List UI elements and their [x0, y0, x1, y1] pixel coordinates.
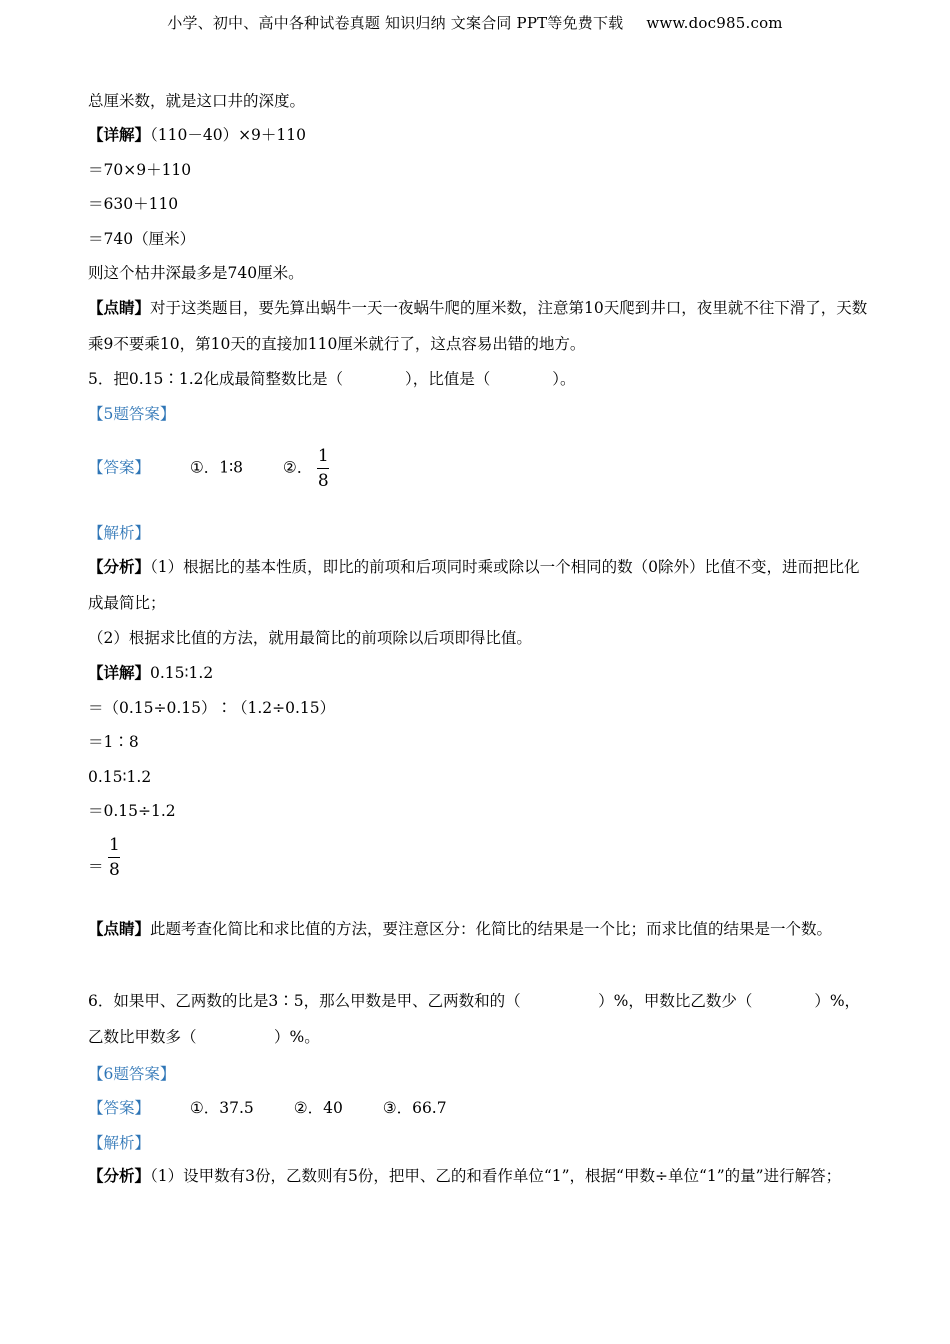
answer-heading-5: 【5题答案】 [88, 405, 176, 423]
fraction-denominator: 8 [109, 860, 120, 880]
answer-item-1: ①．37.5 [189, 1099, 254, 1117]
tip-text: 此题考查化简比和求比值的方法，要注意区分：化简比的结果是一个比；而求比值的结果是一个数。 [150, 920, 833, 938]
answer-tag: 【答案】 [88, 458, 151, 477]
equals-sign: ＝ [88, 857, 104, 876]
calc-line: 0.15∶1.2 [88, 768, 152, 786]
calc-line: ＝（0.15÷0.15）∶（1.2÷0.15） [88, 699, 336, 717]
fraction [108, 835, 120, 880]
calc-line: ＝1∶8 [88, 733, 139, 751]
tip-paragraph [88, 290, 868, 362]
answer-item-2-prefix: ②． [282, 458, 313, 477]
question-5: 5．把0.15∶1.2化成最简整数比是（ ），比值是（ ）。 [88, 370, 576, 388]
header-text: 小学、初中、高中各种试卷真题 知识归纳 文案合同 PPT等免费下载 [167, 14, 624, 32]
fraction-denominator: 8 [317, 471, 329, 491]
tip-tag: 【点睛】 [88, 298, 151, 317]
detail-tag: 【详解】 [88, 125, 151, 144]
analysis-line-2: （2）根据求比值的方法，就用最简比的前项除以后项即得比值。 [88, 629, 532, 647]
answer-item-1: ①．1∶8 [189, 458, 244, 477]
detail-line [88, 124, 306, 146]
answer-item-3: ③．66.7 [382, 1099, 447, 1117]
analysis-tag: 【分析】 [88, 557, 151, 576]
text-line: 总厘米数，就是这口井的深度。 [88, 92, 306, 110]
analysis-text: （1）根据比的基本性质，即比的前项和后项同时乘或除以一个相同的数（0除外）比值不变，进而把比化成最简比； [88, 558, 860, 612]
detail-text: 0.15∶1.2 [150, 664, 214, 682]
tip-paragraph [88, 911, 868, 947]
calc-line: ＝0.15÷1.2 [88, 802, 176, 820]
fraction-bar [317, 468, 329, 469]
fraction-bar [108, 857, 120, 858]
analysis-heading-6: 【解析】 [88, 1134, 151, 1152]
tip-tag: 【点睛】 [88, 919, 151, 938]
calc-line: ＝70×9＋110 [88, 161, 192, 179]
analysis-text: （1）设甲数有3份，乙数则有5份，把甲、乙的和看作单位“1”，根据“甲数÷单位“1”的量”进行解答； [150, 1167, 842, 1185]
analysis-paragraph [88, 1158, 868, 1194]
fraction-numerator: 1 [317, 446, 329, 466]
answer-line-5 [88, 446, 329, 491]
detail-tag: 【详解】 [88, 663, 151, 682]
answer-item-2: ②．40 [293, 1099, 343, 1117]
calc-line-fraction [88, 835, 120, 880]
text-line: 则这个枯井深最多是740厘米。 [88, 264, 304, 282]
calc-line: ＝630＋110 [88, 195, 179, 213]
analysis-paragraph [88, 549, 868, 621]
fraction-numerator: 1 [109, 835, 120, 855]
tip-text: 对于这类题目，要先算出蜗牛一天一夜蜗牛爬的厘米数，注意第10天爬到井口，夜里就不往下滑了，天数乘9不要乘10，第10天的直接加110厘米就行了，这点容易出错的地方。 [88, 299, 868, 353]
analysis-heading-5: 【解析】 [88, 524, 151, 542]
answer-line-6 [88, 1097, 447, 1119]
question-6: 6．如果甲、乙两数的比是3∶5，那么甲数是甲、乙两数和的（ ）%，甲数比乙数少（ ）%，乙数比甲数多（ ）%。 [88, 992, 861, 1046]
page-header [0, 12, 950, 33]
fraction [317, 446, 329, 491]
answer-tag: 【答案】 [88, 1099, 151, 1117]
detail-text: （110－40）×9＋110 [150, 126, 307, 144]
header-site-link[interactable]: www.doc985.com [646, 14, 783, 32]
calc-line: ＝740（厘米） [88, 230, 196, 248]
detail-line [88, 662, 213, 684]
analysis-tag: 【分析】 [88, 1166, 151, 1185]
answer-heading-6: 【6题答案】 [88, 1065, 176, 1083]
